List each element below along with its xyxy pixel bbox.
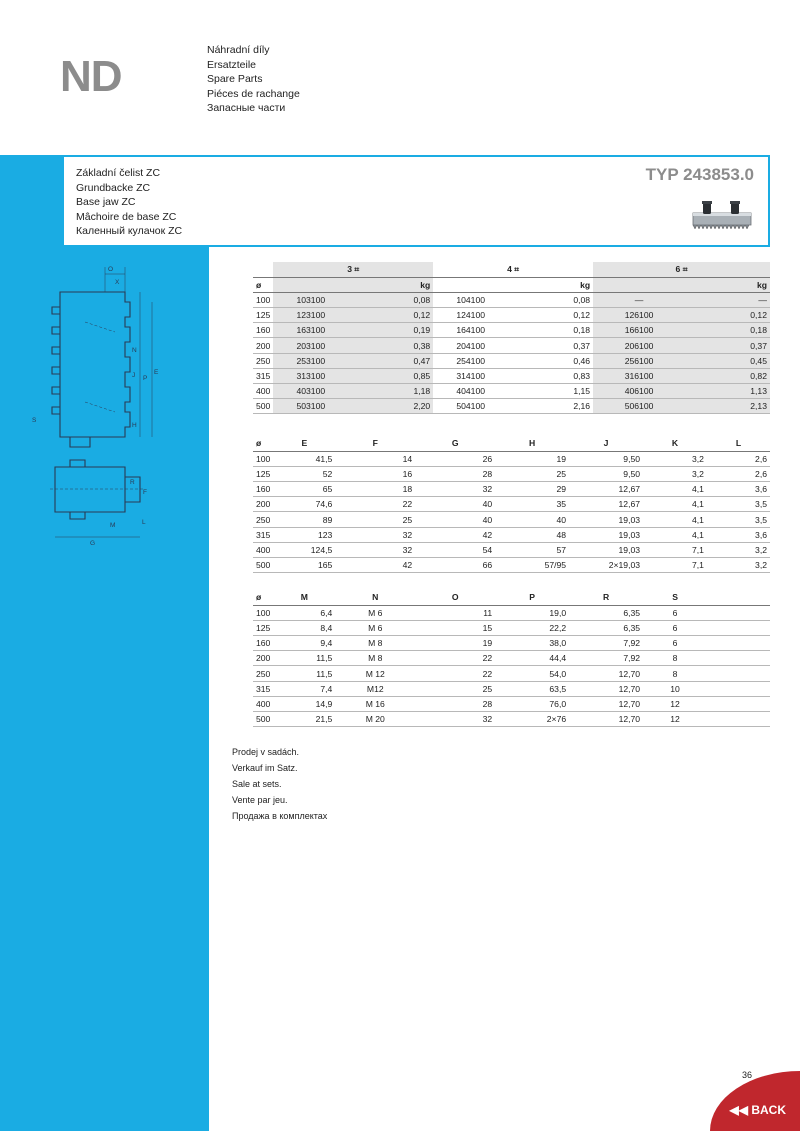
table-cell: M 8 xyxy=(368,638,383,649)
table-cell: 3,2 xyxy=(755,560,767,571)
table-cell: 3,2 xyxy=(692,453,704,464)
table-cell: 0,18 xyxy=(685,323,770,338)
order-number-table xyxy=(253,262,770,414)
table-cell: 40 xyxy=(482,514,493,525)
svg-text:X: X xyxy=(115,279,120,286)
table-cell: 403100 xyxy=(273,384,348,399)
table-cell: 32 xyxy=(482,484,493,495)
column-header: kg xyxy=(348,277,433,292)
table-cell: 160 xyxy=(256,325,271,336)
table-cell: 12 xyxy=(670,714,680,725)
table-cell: 406100 xyxy=(593,384,685,399)
table-cell: 12,67 xyxy=(618,484,641,495)
table-cell: 203100 xyxy=(273,338,348,353)
table-cell: 253100 xyxy=(273,353,348,368)
table-cell: 313100 xyxy=(273,368,348,383)
table-cell: 63,5 xyxy=(549,683,567,694)
table-row xyxy=(253,353,770,368)
table-cell: 11,5 xyxy=(316,653,333,664)
table-cell: M 16 xyxy=(365,698,385,709)
table-cell: 11,5 xyxy=(316,668,333,679)
table-cell: 26 xyxy=(482,453,493,464)
table-cell: 22 xyxy=(402,499,413,510)
column-header: ø xyxy=(256,592,262,603)
table-cell: 7,1 xyxy=(692,544,704,555)
table-cell: 166100 xyxy=(593,323,685,338)
table-cell: 32 xyxy=(402,544,413,555)
table-row xyxy=(253,482,770,497)
table-cell: 126100 xyxy=(593,308,685,323)
table-cell: 28 xyxy=(482,468,493,479)
dimension-table-a xyxy=(253,436,770,573)
table-cell: 19 xyxy=(556,453,567,464)
table-cell: 19,03 xyxy=(618,544,641,555)
table-cell: 42 xyxy=(402,560,413,571)
table-cell: 74,6 xyxy=(315,499,333,510)
table-cell: 124100 xyxy=(456,310,486,321)
product-name: Каленный кулачок ZC xyxy=(76,225,183,238)
table-cell: 18 xyxy=(402,484,413,495)
table-cell: 125 xyxy=(256,622,271,633)
double-arrow-left-icon: ◀◀ xyxy=(729,1103,748,1117)
table-cell: 0,19 xyxy=(348,323,433,338)
section-title: Náhradní díly xyxy=(207,44,270,56)
table-cell: 9,50 xyxy=(623,468,641,479)
table-row xyxy=(253,666,770,681)
table-cell: 3,5 xyxy=(755,499,767,510)
table-cell: 35 xyxy=(556,499,567,510)
table-cell: 66 xyxy=(482,560,493,571)
table-row xyxy=(253,558,770,573)
table-cell: 500 xyxy=(256,560,271,571)
table-cell: 19,03 xyxy=(618,514,641,525)
technical-drawing xyxy=(30,262,170,552)
table-cell: 165 xyxy=(317,560,333,571)
table-cell: 2,6 xyxy=(755,468,767,479)
section-logo: ND xyxy=(60,52,122,101)
table-cell: 250 xyxy=(256,355,271,366)
table-row xyxy=(253,497,770,512)
table-cell: 41,5 xyxy=(315,453,333,464)
table-cell: 316100 xyxy=(593,368,685,383)
table-cell: 40 xyxy=(482,499,493,510)
back-button[interactable] xyxy=(710,1071,800,1131)
table-cell: 12,70 xyxy=(618,668,641,679)
table-cell: 1,13 xyxy=(685,384,770,399)
column-header: O xyxy=(451,592,459,603)
type-code: TYP 243853.0 xyxy=(645,165,754,184)
table-cell: 7,92 xyxy=(623,638,641,649)
column-header: H xyxy=(529,438,536,449)
table-cell: 6,35 xyxy=(623,607,641,618)
table-cell: 163100 xyxy=(273,323,348,338)
table-cell: 1,15 xyxy=(573,386,591,397)
table-corner xyxy=(253,262,273,277)
table-cell: 28 xyxy=(482,698,493,709)
table-cell: 9,50 xyxy=(623,453,641,464)
table-cell: — xyxy=(685,292,770,307)
table-cell: 7,92 xyxy=(623,653,641,664)
table-cell: 12,70 xyxy=(618,683,641,694)
table-cell: 200 xyxy=(256,499,271,510)
table-cell: 0,37 xyxy=(685,338,770,353)
table-cell: 25 xyxy=(556,468,567,479)
table-cell: 125 xyxy=(256,468,271,479)
table-cell: 100 xyxy=(256,453,271,464)
table-cell: 160 xyxy=(256,484,271,495)
svg-text:L: L xyxy=(142,519,146,526)
product-name-list xyxy=(76,166,182,239)
table-cell: 2,6 xyxy=(755,453,767,464)
table-cell: 400 xyxy=(256,386,271,397)
section-title: Piéces de rachange xyxy=(207,87,300,100)
table-cell: 10 xyxy=(670,683,680,694)
table-cell: 0,08 xyxy=(573,294,591,305)
table-cell: 65 xyxy=(322,484,333,495)
table-cell: 3,6 xyxy=(755,484,767,495)
table-cell: 25 xyxy=(402,514,413,525)
product-name: Grundbacke ZC xyxy=(76,181,151,194)
table-cell: 54,0 xyxy=(549,668,567,679)
table-cell: 100 xyxy=(256,607,271,618)
table-cell: 160 xyxy=(256,638,271,649)
table-cell: 0,12 xyxy=(573,310,591,321)
table-cell: 89 xyxy=(322,514,333,525)
column-header: M xyxy=(300,592,308,603)
table-cell: 4,1 xyxy=(692,529,704,540)
table-cell: 42 xyxy=(482,529,493,540)
table-cell: 16 xyxy=(402,468,413,479)
note-line: Продажа в комплектах xyxy=(232,811,328,821)
svg-text:H: H xyxy=(132,422,137,429)
svg-text:O: O xyxy=(108,266,114,273)
table-cell: 3,2 xyxy=(755,544,767,555)
column-header: J xyxy=(603,438,609,449)
table-row xyxy=(253,451,770,466)
table-cell: 8 xyxy=(672,653,678,664)
table-cell: 15 xyxy=(482,622,493,633)
table-cell: 38,0 xyxy=(549,638,567,649)
table-cell: 14,9 xyxy=(315,698,333,709)
table-row xyxy=(253,651,770,666)
table-cell: 0,08 xyxy=(348,292,433,307)
note-line: Prodej v sadách. xyxy=(232,747,300,757)
table-row xyxy=(253,605,770,620)
table-cell: 200 xyxy=(256,340,271,351)
table-cell: 500 xyxy=(256,714,271,725)
table-cell: M12 xyxy=(366,683,384,694)
table-row xyxy=(253,712,770,727)
table-cell: 254100 xyxy=(456,355,486,366)
table-cell: 104100 xyxy=(456,294,486,305)
table-cell: 40 xyxy=(556,514,567,525)
table-cell: 404100 xyxy=(456,386,486,397)
table-cell: 2,16 xyxy=(573,401,591,412)
table-cell: 6 xyxy=(672,638,678,649)
column-header: P xyxy=(529,592,536,603)
back-button-shape xyxy=(710,1071,800,1131)
table-cell: M 6 xyxy=(368,622,383,633)
column-header: L xyxy=(735,438,742,449)
table-cell: 19,03 xyxy=(618,529,641,540)
svg-text:F: F xyxy=(143,489,147,496)
table-cell: 12,67 xyxy=(618,499,641,510)
table-cell: 0,38 xyxy=(348,338,433,353)
table-row xyxy=(253,323,770,338)
table-cell: 7,4 xyxy=(320,683,333,694)
table-cell: 8 xyxy=(672,668,678,679)
table-cell: 4,1 xyxy=(692,514,704,525)
note-line: Sale at sets. xyxy=(232,779,282,789)
column-header: ø xyxy=(256,279,262,290)
table-row xyxy=(253,308,770,323)
jaw-group-header: 6 ⌗ xyxy=(593,262,770,277)
table-cell: 6 xyxy=(672,622,678,633)
table-cell: 12,70 xyxy=(618,698,641,709)
table-row xyxy=(253,696,770,711)
table-cell: 503100 xyxy=(273,399,348,414)
table-cell: 0,12 xyxy=(685,308,770,323)
table-cell: 0,18 xyxy=(573,325,591,336)
svg-text:M: M xyxy=(110,522,116,529)
table-cell: 4,1 xyxy=(692,484,704,495)
table-cell: 9,4 xyxy=(320,638,333,649)
table-cell: 6 xyxy=(672,607,678,618)
svg-text:J: J xyxy=(132,372,136,379)
table-cell: 1,18 xyxy=(348,384,433,399)
table-cell: 256100 xyxy=(593,353,685,368)
table-row xyxy=(253,512,770,527)
table-row xyxy=(253,292,770,307)
table-row xyxy=(253,620,770,635)
table-cell: 400 xyxy=(256,544,271,555)
section-title-list xyxy=(207,43,300,116)
table-cell: 0,12 xyxy=(348,308,433,323)
table-cell: M 12 xyxy=(365,668,385,679)
note-line: Vente par jeu. xyxy=(232,795,288,805)
table-cell: 52 xyxy=(322,468,333,479)
table-row xyxy=(253,384,770,399)
svg-text:N: N xyxy=(132,347,137,354)
table-cell: 250 xyxy=(256,514,271,525)
note-line: Verkauf im Satz. xyxy=(232,763,298,773)
table-cell: 123100 xyxy=(273,308,348,323)
table-cell: 0,47 xyxy=(348,353,433,368)
table-cell: 250 xyxy=(256,668,271,679)
column-header: ø xyxy=(256,438,262,449)
table-cell: 0,82 xyxy=(685,368,770,383)
section-title: Запасные части xyxy=(207,102,286,115)
column-header: R xyxy=(602,592,610,603)
svg-text:R: R xyxy=(130,479,135,486)
table-cell: 0,85 xyxy=(348,368,433,383)
product-name: Mâchoire de base ZC xyxy=(76,210,177,223)
table-cell: 22 xyxy=(482,668,493,679)
base-jaw-photo xyxy=(691,197,753,233)
table-cell: 76,0 xyxy=(549,698,567,709)
table-cell: 123 xyxy=(317,529,333,540)
table-cell: 206100 xyxy=(593,338,685,353)
table-cell: 3,2 xyxy=(692,468,704,479)
table-cell: 315 xyxy=(256,683,271,694)
table-cell: 29 xyxy=(556,484,567,495)
table-row xyxy=(253,542,770,557)
table-row xyxy=(253,681,770,696)
table-cell: 204100 xyxy=(456,340,486,351)
column-header: kg xyxy=(685,277,770,292)
table-cell: 48 xyxy=(556,529,567,540)
table-cell: 0,46 xyxy=(573,355,591,366)
table-cell: 12 xyxy=(670,698,680,709)
table-cell: 125 xyxy=(256,310,271,321)
table-row xyxy=(253,636,770,651)
table-cell: 22 xyxy=(482,653,493,664)
table-cell: — xyxy=(593,292,685,307)
table-cell: 32 xyxy=(482,714,493,725)
table-row xyxy=(253,466,770,481)
svg-text:S: S xyxy=(32,417,37,424)
jaw-group-header: 4 ⌗ xyxy=(507,263,520,274)
dimension-table-b xyxy=(253,590,770,727)
table-cell: 21,5 xyxy=(315,714,333,725)
table-cell: 124,5 xyxy=(310,544,333,555)
table-cell: 200 xyxy=(256,653,271,664)
table-cell: 19 xyxy=(482,638,493,649)
table-cell: M 20 xyxy=(365,714,385,725)
section-title: Ersatzteile xyxy=(207,58,257,71)
column-header: K xyxy=(671,438,679,449)
table-cell: 2,20 xyxy=(348,399,433,414)
column-header: G xyxy=(451,438,459,449)
table-cell: M 6 xyxy=(368,607,383,618)
table-cell: 11 xyxy=(483,607,493,618)
table-cell: 19,0 xyxy=(549,607,567,618)
column-header: E xyxy=(301,438,308,449)
table-cell: 504100 xyxy=(456,401,486,412)
table-cell: 506100 xyxy=(593,399,685,414)
column-header: kg xyxy=(580,279,591,290)
column-header: F xyxy=(372,438,378,449)
table-cell: 315 xyxy=(256,370,271,381)
table-cell: M 8 xyxy=(368,653,383,664)
svg-text:E: E xyxy=(154,369,159,376)
table-cell: 314100 xyxy=(456,370,486,381)
table-cell: 164100 xyxy=(456,325,486,336)
table-cell: 103100 xyxy=(273,292,348,307)
table-cell: 500 xyxy=(256,401,271,412)
product-name: Base jaw ZC xyxy=(76,196,136,209)
table-cell: 400 xyxy=(256,698,271,709)
product-header xyxy=(62,155,770,247)
product-name: Základní čelist ZC xyxy=(76,167,161,179)
table-row xyxy=(253,527,770,542)
table-cell: 7,1 xyxy=(692,560,704,571)
table-cell: 6,4 xyxy=(320,607,333,618)
table-cell: 3,6 xyxy=(755,529,767,540)
table-cell: 0,83 xyxy=(573,370,591,381)
table-row xyxy=(253,399,770,414)
table-cell: 100 xyxy=(256,294,271,305)
table-cell: 2×19,03 xyxy=(608,560,641,571)
table-cell: 54 xyxy=(482,544,493,555)
table-row xyxy=(253,368,770,383)
table-cell: 3,5 xyxy=(755,514,767,525)
table-cell: 57/95 xyxy=(544,560,567,571)
table-cell: 25 xyxy=(482,683,493,694)
table-cell: 2×76 xyxy=(546,714,567,725)
jaw-group-header: 3 ⌗ xyxy=(273,262,433,277)
back-label: ◀◀ BACK xyxy=(729,1103,786,1117)
table-cell: 4,1 xyxy=(692,499,704,510)
table-cell: 57 xyxy=(556,544,567,555)
table-cell: 6,35 xyxy=(623,622,641,633)
table-cell: 22,2 xyxy=(549,622,567,633)
table-row xyxy=(253,338,770,353)
table-cell: 2,13 xyxy=(685,399,770,414)
table-cell: 0,37 xyxy=(573,340,591,351)
table-cell: 12,70 xyxy=(618,714,641,725)
table-cell: 8,4 xyxy=(320,622,333,633)
section-title: Spare Parts xyxy=(207,73,263,86)
page-number: 36 xyxy=(742,1070,753,1080)
column-header: S xyxy=(672,592,678,603)
svg-text:G: G xyxy=(90,540,96,547)
table-cell: 32 xyxy=(402,529,413,540)
table-cell: 0,45 xyxy=(685,353,770,368)
column-header: N xyxy=(372,592,379,603)
table-cell: 14 xyxy=(402,453,413,464)
table-cell: 315 xyxy=(256,529,271,540)
table-cell: 44,4 xyxy=(549,653,567,664)
sales-note xyxy=(232,744,327,824)
svg-text:P: P xyxy=(143,375,148,382)
